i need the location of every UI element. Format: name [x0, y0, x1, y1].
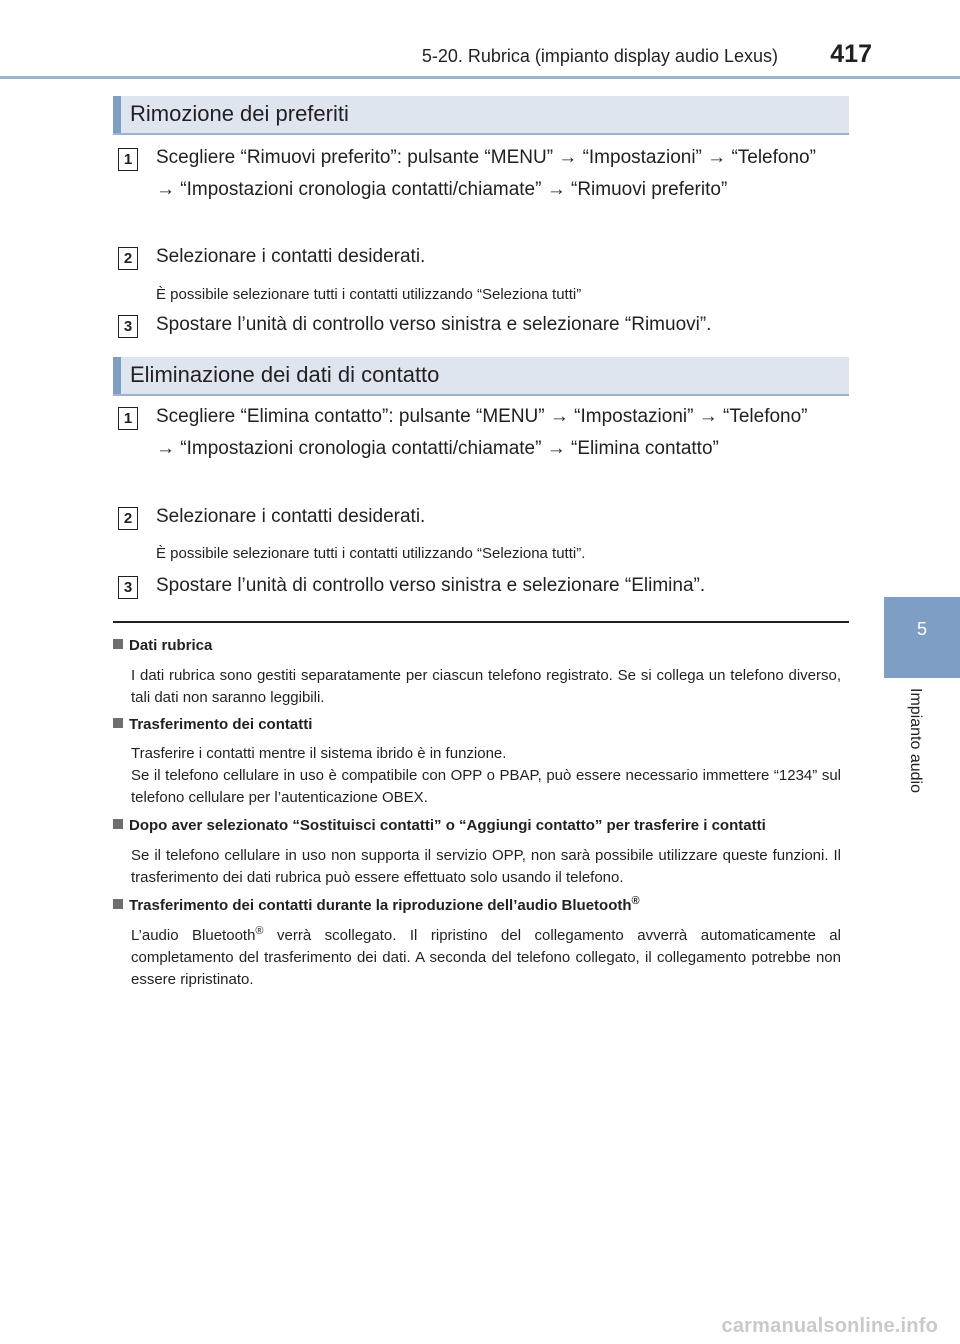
chapter-label-wrap — [884, 678, 960, 818]
note-title: Trasferimento dei contatti durante la riproduzione dell’audio Bluetooth — [129, 897, 632, 914]
note-title: Trasferimento dei contatti — [129, 716, 313, 733]
note-paragraph: Se il telefono cellulare in uso non supporta il servizio OPP, non sarà possibile utilizzare queste funzioni. Il trasferimento dei dati rubrica può essere effettuato solo usando il telefono. — [131, 847, 841, 886]
square-bullet-icon — [113, 718, 123, 728]
note-body — [131, 845, 841, 889]
square-bullet-icon — [113, 899, 123, 909]
note-title: Dopo aver selezionato “Sostituisci contatti” o “Aggiungi contatto” per trasferire i contatti — [129, 817, 766, 834]
step-note: È possibile selezionare tutti i contatti utilizzando “Seleziona tutti”. — [156, 545, 586, 562]
step-text: Spostare l’unità di controllo verso sinistra e selezionare “Elimina”. — [156, 575, 706, 596]
chapter-tab — [884, 597, 960, 678]
section-title: Eliminazione dei dati di contatto — [130, 362, 440, 387]
section-heading-delete-contacts — [113, 357, 849, 396]
note-body — [131, 665, 841, 709]
step-text: Selezionare i contatti desiderati. — [156, 246, 426, 267]
note-text: L’audio Bluetooth — [131, 927, 256, 944]
step-text: Scegliere “Rimuovi preferito”: pulsante “MENU” → “Impostazioni” → “Telefono” → “Impostazioni cronologia contatti/chiamate” → “Rimuovi preferito” — [156, 147, 816, 200]
watermark: carmanualsonline.info — [721, 1315, 938, 1337]
section-title: Rimozione dei preferiti — [130, 101, 349, 126]
section-heading-bar — [113, 96, 121, 133]
note-paragraph: Se il telefono cellulare in uso è compatibile con OPP o PBAP, può essere necessario immettere “1234” sul telefono cellulare per l’autenticazione OBEX. — [131, 767, 841, 806]
note-heading — [113, 895, 849, 917]
step-text: Selezionare i contatti desiderati. — [156, 506, 426, 527]
note-paragraph: I dati rubrica sono gestiti separatamente per ciascun telefono registrato. Se si collega un telefono diverso, tali dati non saranno leggibili. — [131, 667, 841, 706]
square-bullet-icon — [113, 819, 123, 829]
registered-mark: ® — [631, 895, 640, 907]
step-number: 2 — [118, 247, 138, 270]
header-rule — [0, 76, 960, 79]
step-number: 1 — [118, 407, 138, 430]
step-number: 3 — [118, 576, 138, 599]
header-title: 5-20. Rubrica (impianto display audio Lexus) — [421, 46, 778, 66]
note-paragraph: Trasferire i contatti mentre il sistema ibrido è in funzione. — [131, 745, 507, 762]
step-number: 3 — [118, 315, 138, 338]
note-text: verrà scollegato. Il ripristino del collegamento avverrà automaticamente al completamento del trasferimento dei dati. A seconda del telefono collegato, il collegamento potrebbe non essere ripristinato. — [131, 927, 841, 988]
note-heading — [113, 714, 849, 736]
registered-mark: ® — [255, 925, 264, 937]
note-body — [131, 925, 841, 991]
note-body — [131, 743, 841, 809]
page-number: 417 — [830, 40, 872, 68]
step-text: Spostare l’unità di controllo verso sinistra e selezionare “Rimuovi”. — [156, 314, 712, 335]
chapter-label: Impianto audio — [907, 688, 924, 793]
section-divider — [113, 621, 849, 623]
step-text: Scegliere “Elimina contatto”: pulsante “MENU” → “Impostazioni” → “Telefono” → “Impostazioni cronologia contatti/chiamate” → “Elimina contatto” — [156, 406, 808, 459]
note-heading — [113, 815, 849, 837]
note-title: Dati rubrica — [129, 637, 213, 654]
note-paragraph — [131, 925, 841, 991]
note-heading — [113, 635, 849, 657]
section-heading-remove-favorites — [113, 96, 849, 135]
step-note: È possibile selezionare tutti i contatti utilizzando “Seleziona tutti” — [156, 286, 582, 303]
chapter-number: 5 — [916, 619, 927, 639]
square-bullet-icon — [113, 639, 123, 649]
step-number: 2 — [118, 507, 138, 530]
section-heading-bar — [113, 357, 121, 394]
step-number: 1 — [118, 148, 138, 171]
